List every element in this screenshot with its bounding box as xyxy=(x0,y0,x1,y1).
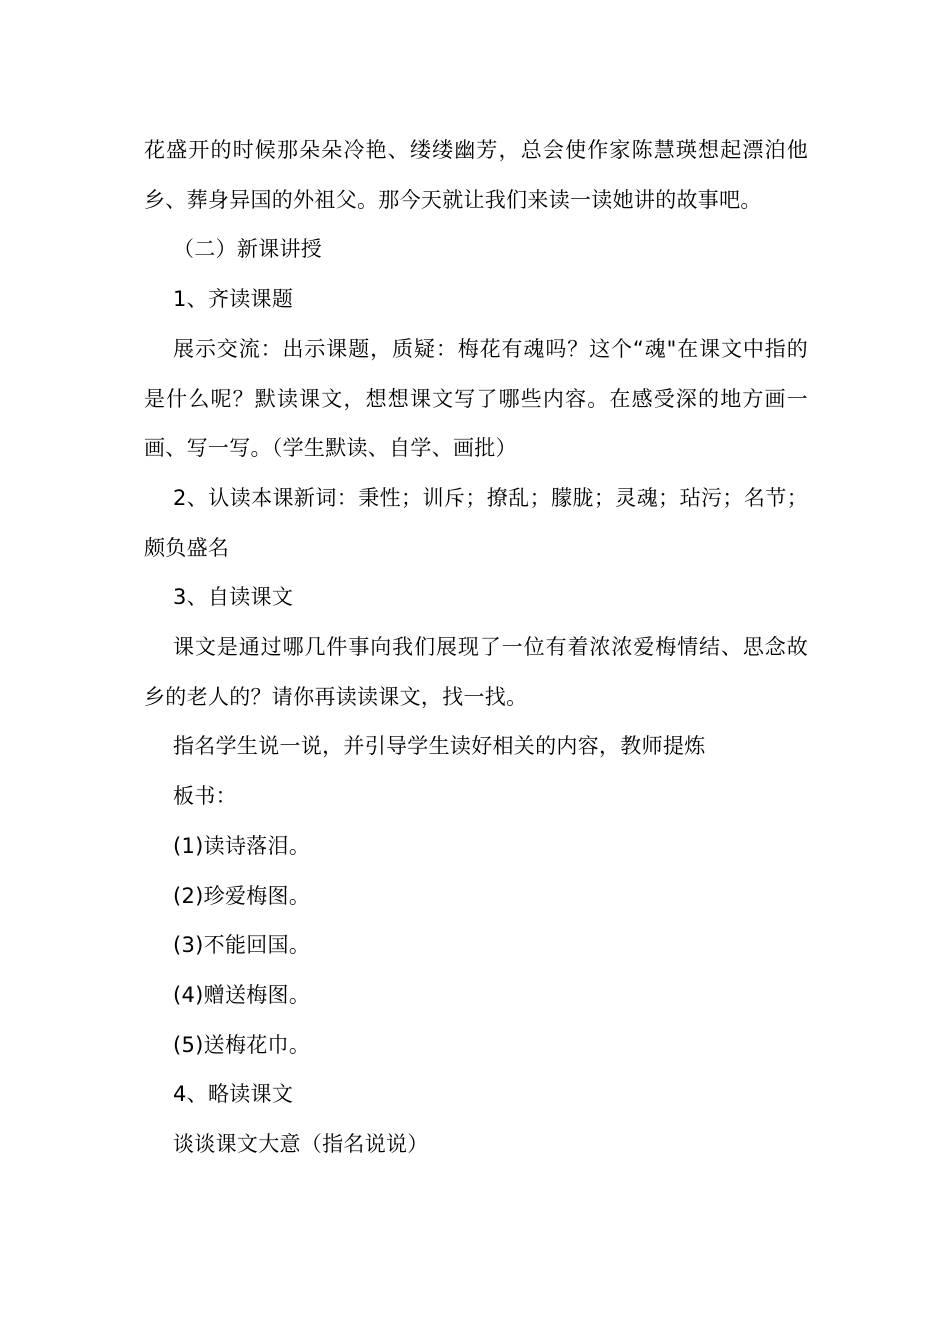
paragraph-instruction: 指名学生说一说，并引导学生读好相关的内容，教师提炼 xyxy=(173,734,706,759)
list-item: (4)赠送梅图。 xyxy=(173,982,311,1007)
paragraph-new-words: 2、认读本课新词：秉性；训斥；撩乱；朦胧；灵魂；玷污；名节；颇负盛名 xyxy=(144,485,808,560)
paragraph-discuss: 谈谈课文大意（指名说说） xyxy=(173,1132,429,1157)
label-blackboard: 板书： xyxy=(173,784,237,809)
section-heading-new-lesson: （二）新课讲授 xyxy=(173,237,323,262)
step-heading-self-read: 3、自读课文 xyxy=(173,585,294,610)
paragraph-question: 课文是通过哪几件事向我们展现了一位有着浓浓爱梅情结、思念故乡的老人的？请你再读读课文，找一找。 xyxy=(144,635,808,709)
paragraph-intro-continuation: 花盛开的时候那朵朵冷艳、缕缕幽芳，总会使作家陈慧瑛想起漂泊他乡、葬身异国的外祖父。那今天就让我们来读一读她讲的故事吧。 xyxy=(144,138,808,212)
list-item: (3)不能回国。 xyxy=(173,933,311,958)
paragraph-display-exchange: 展示交流：出示课题，质疑：梅花有魂吗？这个“魂"在课文中指的是什么呢？默读课文，想想课文写了哪些内容。在感受深的地方画一画、写一写。（学生默读、自学、画批） xyxy=(144,336,808,461)
document-body xyxy=(144,126,808,1170)
step-heading-read-title: 1、齐读课题 xyxy=(173,287,294,312)
list-item: (2)珍爱梅图。 xyxy=(173,883,311,908)
list-item: (1)读诗落泪。 xyxy=(173,833,311,858)
list-item: (5)送梅花巾。 xyxy=(173,1032,311,1057)
step-heading-skim-read: 4、略读课文 xyxy=(173,1082,294,1107)
